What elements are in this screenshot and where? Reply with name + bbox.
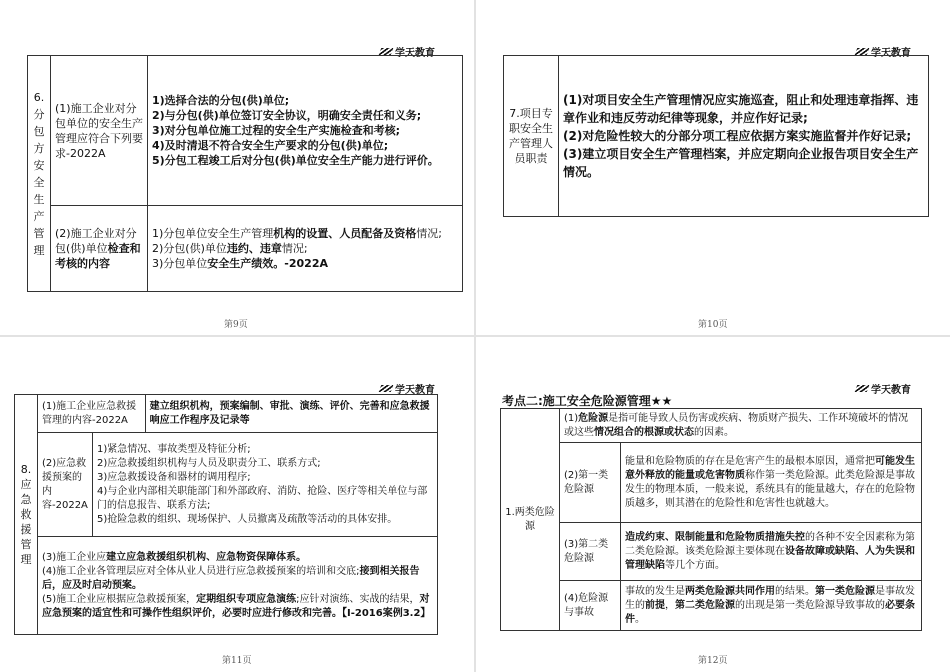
- section-label-7: 7.项目专职安全生产管理人员职责: [504, 56, 559, 217]
- section-title: 考点二:施工安全危险源管理★★: [502, 394, 673, 408]
- row1-label: (1)施工企业对分包单位的安全生产管理应符合下列要求-2022A: [51, 56, 148, 206]
- table-hazard-sources: [500, 408, 922, 631]
- table-subcontractor-safety: [27, 55, 463, 292]
- list-item: (3)建立项目安全生产管理档案，并应定期向企业报告项目安全生产情况。: [563, 147, 919, 179]
- section-label-8: 8. 应 急 救 援 管 理: [15, 395, 38, 635]
- section-label-6: 6. 分 包 方 安 全 生 产 管 理: [28, 56, 51, 292]
- list-item: 3)分包单位安全生产绩效。-2022A: [152, 257, 328, 270]
- r1-value: 建立组织机构，预案编制、审批、演练、评价、完善和应急救援响应工作程序及记录等: [145, 395, 437, 433]
- list-item: 3)对分包单位施工过程的安全生产实施检查和考核;: [152, 124, 401, 137]
- r2-content: [93, 433, 438, 537]
- r4-content: 事故的发生是两类危险源共同作用的结果。第一类危险源是事故发生的前提，第二类危险源的出现是第一类危险源导致事故的必要条件。: [621, 581, 922, 631]
- list-item: 4)与企业内部相关职能部门和外部政府、消防、抢险、医疗等相关单位与部门的信息报告、联系方法;: [97, 485, 428, 511]
- brand-name: 学天教育: [871, 385, 911, 396]
- r3-content: 造成约束、限制能量和危险物质措施失控的各种不安全因素称为第二类危险源。该类危险源主要体现在设备故障或缺陷、人为失误和管理缺陷等几个方面。: [621, 523, 922, 581]
- page-number: 第12页: [698, 656, 728, 666]
- r2-content: 能量和危险物质的存在是危害产生的最根本原因，通常把可能发生意外释放的能量或危害物质称作第一类危险源。此类危险源是事故发生的物理本质，一般来说，系统具有的能量越大，存在的危险物质越多，则其潜在的危险性和危害性也就越大。: [621, 443, 922, 523]
- row2-content: [148, 206, 463, 292]
- r4-label: (4)危险源与事故: [560, 581, 621, 631]
- list-item: 5)分包工程竣工后对分包(供)单位安全生产能力进行评价。: [152, 154, 439, 167]
- page-11: [0, 337, 474, 672]
- list-item: 1)选择合法的分包(供)单位;: [152, 94, 290, 107]
- brand-mark-icon: [379, 385, 394, 392]
- left-label: 1.两类危险源: [501, 409, 560, 631]
- page-number: 第11页: [222, 656, 252, 666]
- list-item: 5)抢险急救的组织、现场保护、人员撤离及疏散等活动的具体安排。: [97, 513, 398, 525]
- list-item: 1)紧急情况、事故类型及特征分析;: [97, 443, 251, 455]
- list-item: 2)应急救援组织机构与人员及职责分工、联系方式;: [97, 457, 321, 469]
- page-9: [0, 0, 474, 335]
- row2-label: (2)施工企业对分包(供)单位检查和考核的内容: [51, 206, 148, 292]
- page-10: [476, 0, 950, 335]
- list-item: (4)施工企业各管理层应对全体从业人员进行应急救援预案的培训和交底;接到相关报告后，应及时启动预案。: [42, 565, 420, 591]
- r1-content: (1)危险源是指可能导致人员伤害或疾病、物质财产损失、工作环境破坏的情况或这些情况组合的根源或状态的因素。: [560, 409, 922, 443]
- brand-name: 学天教育: [395, 48, 435, 59]
- list-item: 2)与分包(供)单位签订安全协议，明确安全责任和义务;: [152, 109, 422, 122]
- brand-mark-icon: [855, 48, 870, 55]
- r1-label: (1)施工企业应急救援管理的内容-2022A: [38, 395, 146, 433]
- brand-mark-icon: [379, 48, 394, 55]
- duties-content: [559, 56, 929, 217]
- r3-label: (3)第二类危险源: [560, 523, 621, 581]
- brand-name: 学天教育: [871, 48, 911, 59]
- brand-mark-icon: [855, 385, 870, 392]
- r2-label: (2)第一类危险源: [560, 443, 621, 523]
- list-item: 1)分包单位安全生产管理机构的设置、人员配备及资格情况;: [152, 227, 443, 240]
- page-12: [476, 337, 950, 672]
- brand-logo: [856, 381, 911, 396]
- page-number: 第10页: [698, 320, 728, 330]
- list-item: 3)应急救援设备和器材的调用程序;: [97, 471, 251, 483]
- list-item: 4)及时清退不符合安全生产要求的分包(供)单位;: [152, 139, 389, 152]
- r3-r5-content: [38, 537, 438, 635]
- list-item: (3)施工企业应建立应急救援组织机构、应急物资保障体系。: [42, 551, 307, 563]
- list-item: (5)施工企业应根据应急救援预案，定期组织专项应急演练;应针对演练、实战的结果，对应急预案的适宜性和可操作性组织评价，必要时应进行修改和完善。【Ⅰ-2016案例3.2】: [42, 593, 431, 619]
- table-emergency-management: [14, 394, 438, 635]
- list-item: (1)对项目安全生产管理情况应实施巡查，阻止和处理违章指挥、违章作业和违反劳动纪律等现象，并应作好记录;: [563, 93, 919, 125]
- brand-name: 学天教育: [395, 385, 435, 396]
- r2-label: (2)应急救援预案的内容-2022A: [38, 433, 93, 537]
- table-safety-officer-duties: [503, 55, 929, 217]
- page-number: 第9页: [224, 320, 248, 330]
- row1-content: [148, 56, 463, 206]
- list-item: (2)对危险性较大的分部分项工程应依据方案实施监督并作好记录;: [563, 129, 912, 143]
- list-item: 2)分包(供)单位违约、违章情况;: [152, 242, 308, 255]
